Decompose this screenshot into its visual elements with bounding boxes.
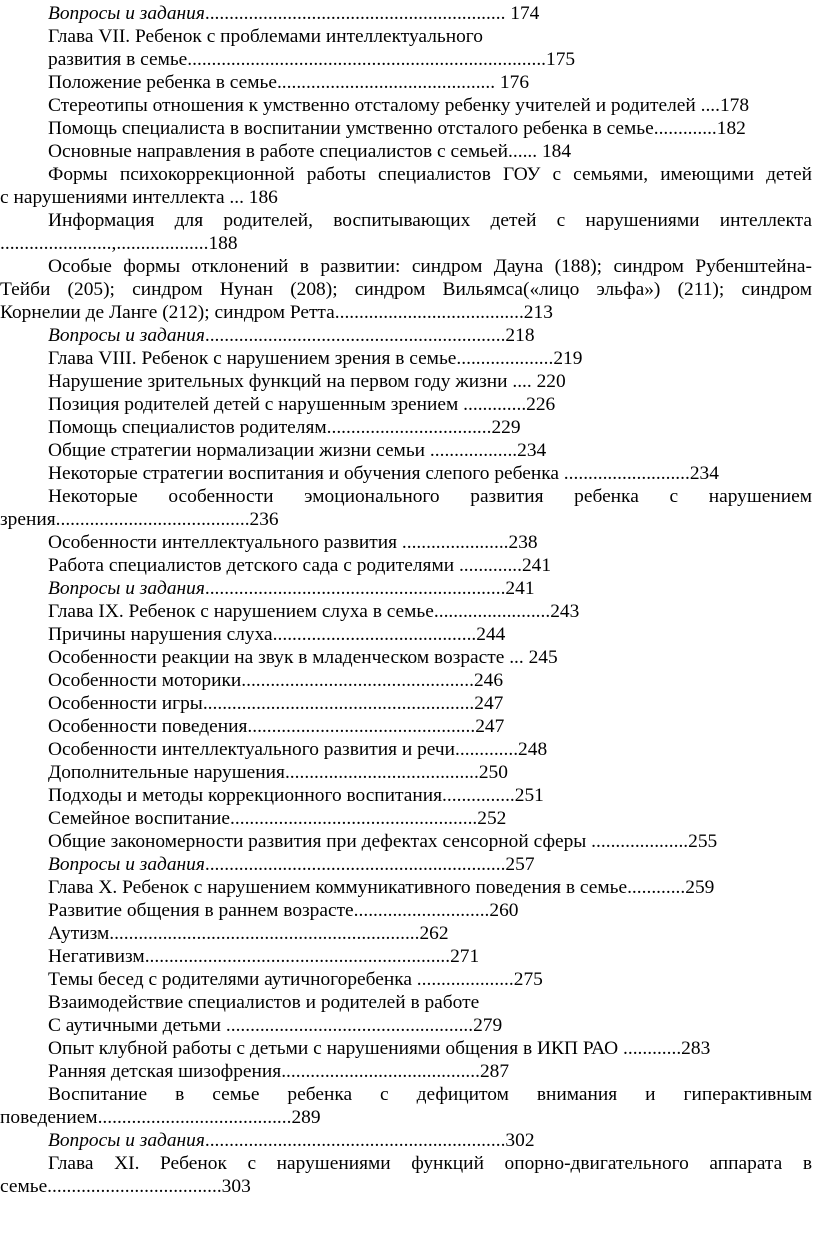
toc-questions-label: Вопросы и задания (48, 1130, 205, 1151)
toc-dots: .............................................................. (204, 325, 506, 346)
toc-line: Подходы и методы коррекционного воспитания...............251 (48, 785, 544, 806)
toc-line: Корнелии де Ланге (212); синдром Ретта.......................................213 (0, 302, 553, 323)
toc-line (0, 578, 816, 601)
toc-questions-label: Вопросы и задания (48, 854, 205, 875)
toc-line: Негативизм...............................................................271 (48, 946, 480, 967)
toc-line: Взаимодействие специалистов и родителей в работе (48, 992, 480, 1013)
toc-line: Ранняя детская шизофрения.........................................287 (48, 1061, 510, 1082)
toc-line: Позиция родителей детей с нарушенным зрением .............226 (48, 394, 556, 415)
toc-line: Положение ребенка в семье............................................. 176 (48, 72, 530, 93)
toc-line: Некоторые особенности эмоционального развития ребенка с нарушением (48, 486, 812, 507)
toc-line: Тейби (205); синдром Нунан (208); синдром Вильямса(«лицо эльфа») (211); синдром (0, 279, 812, 300)
toc-line (0, 1130, 816, 1153)
toc-dots: .............................................................. (204, 3, 506, 24)
toc-line: Работа специалистов детского сада с родителями .............241 (48, 555, 552, 576)
toc-line: Особенности игры........................................................247 (48, 693, 504, 714)
toc-line: Глава IX. Ребенок с нарушением слуха в семье........................243 (48, 601, 580, 622)
toc-page-number: 174 (505, 3, 540, 24)
toc-line: .......................,...................188 (0, 233, 238, 254)
toc-line (0, 3, 816, 26)
toc-line: Причины нарушения слуха..........................................244 (48, 624, 506, 645)
toc-line: Особенности реакции на звук в младенческом возрасте ... 245 (48, 647, 558, 668)
toc-line: Глава VIII. Ребенок с нарушением зрения в семье....................219 (48, 348, 583, 369)
toc-line: Темы бесед с родителями аутичногоребенка ....................275 (48, 969, 543, 990)
toc-questions-label: Вопросы и задания (48, 3, 205, 24)
toc-line: Воспитание в семье ребенка с дефицитом внимания и гиперактивным (48, 1084, 812, 1105)
toc-line: Информация для родителей, воспитывающих детей с нарушениями интеллекта (48, 210, 812, 231)
toc-line: развития в семье..........................................................................175 (48, 49, 576, 70)
toc-line (0, 854, 816, 877)
toc-line: Особенности интеллектуального развития ......................238 (48, 532, 538, 553)
toc-line: Особенности моторики................................................246 (48, 670, 504, 691)
toc-line: Помощь специалиста в воспитании умственно отсталого ребенка в семье.............182 (48, 118, 746, 139)
toc-line: семье....................................303 (0, 1176, 251, 1197)
toc-line: Семейное воспитание...................................................252 (48, 808, 507, 829)
toc-line: с нарушениями интеллекта ... 186 (0, 187, 278, 208)
toc-line: Особенности интеллектуального развития и речи.............248 (48, 739, 548, 760)
toc-line: Формы психокоррекционной работы специалистов ГОУ с семьями, имеющими детей (48, 164, 812, 185)
toc-line: поведением........................................289 (0, 1107, 321, 1128)
toc-line: Особые формы отклонений в развитии: синдром Дауна (188); синдром Рубенштейна- (48, 256, 812, 277)
toc-line: Глава VII. Ребенок с проблемами интеллектуального (48, 26, 483, 47)
toc-line: Дополнительные нарушения........................................250 (48, 762, 508, 783)
toc-line: Нарушение зрительных функций на первом году жизни .... 220 (48, 371, 566, 392)
toc-dots: .............................................................. (204, 854, 506, 875)
toc-dots: .............................................................. (204, 1130, 506, 1151)
toc-line: зрения........................................236 (0, 509, 279, 530)
toc-page-number: 241 (505, 578, 535, 599)
toc-line: Стереотипы отношения к умственно отсталому ребенку учителей и родителей ....178 (48, 95, 750, 116)
toc-line: Общие закономерности развития при дефектах сенсорной сферы ....................255 (48, 831, 718, 852)
toc-line: Особенности поведения...............................................247 (48, 716, 505, 737)
toc-line: Глава X. Ребенок с нарушением коммуникативного поведения в семье............259 (48, 877, 715, 898)
toc-line: С аутичными детьми ...................................................279 (48, 1015, 503, 1036)
toc-line: Развитие общения в раннем возрасте............................260 (48, 900, 519, 921)
toc-questions-label: Вопросы и задания (48, 325, 205, 346)
toc-line (0, 325, 816, 348)
toc-line: Глава XI. Ребенок с нарушениями функций опорно-двигательного аппарата в (48, 1153, 812, 1174)
toc-page-number: 302 (505, 1130, 535, 1151)
toc-page-number: 257 (505, 854, 535, 875)
toc-line: Опыт клубной работы с детьми с нарушениями общения в ИКП РАО ............283 (48, 1038, 711, 1059)
toc-line: Помощь специалистов родителям..................................229 (48, 417, 521, 438)
toc-line: Основные направления в работе специалистов с семьей...... 184 (48, 141, 572, 162)
toc-line: Некоторые стратегии воспитания и обучения слепого ребенка ..........................234 (48, 463, 719, 484)
toc-dots: .............................................................. (204, 578, 506, 599)
toc-line: Аутизм................................................................262 (48, 923, 449, 944)
toc-questions-label: Вопросы и задания (48, 578, 205, 599)
toc-line: Общие стратегии нормализации жизни семьи ..................234 (48, 440, 547, 461)
toc-page-number: 218 (505, 325, 535, 346)
